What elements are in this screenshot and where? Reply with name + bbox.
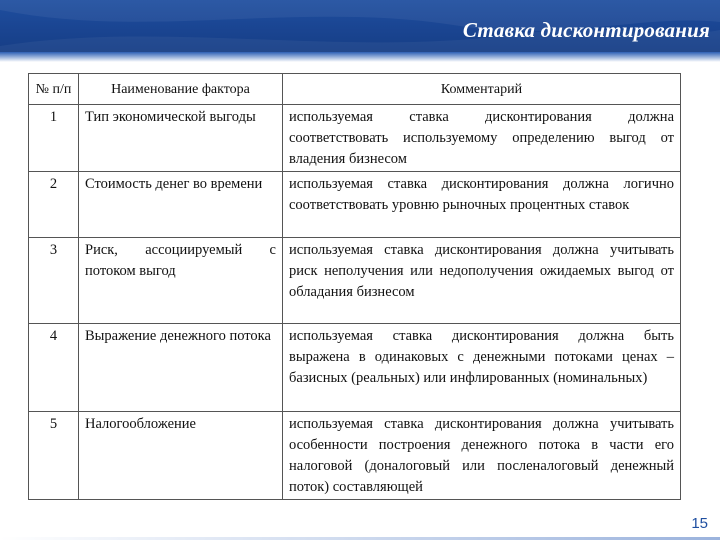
factor-name: Стоимость денег во времени (79, 172, 283, 238)
factor-comment: используемая ставка дисконтирования должна логично соответствовать уровню рыночных процентных ставок (283, 172, 681, 238)
factor-name: Тип экономической выгоды (79, 105, 283, 172)
row-number: 5 (29, 412, 79, 500)
factor-comment: используемая ставка дисконтирования должна учитывать особенности построения денежного потока в части его налоговой (доналоговый или посленалоговый денежный поток) составляющей (283, 412, 681, 500)
table-row (29, 324, 681, 412)
factor-comment: используемая ставка дисконтирования должна соответствовать используемому определению выгод от владения бизнесом (283, 105, 681, 172)
column-header-factor: Наименование фактора (79, 74, 283, 105)
factor-name: Выражение денежного потока (79, 324, 283, 412)
row-number: 3 (29, 238, 79, 324)
row-number: 1 (29, 105, 79, 172)
row-number: 4 (29, 324, 79, 412)
factors-table (28, 73, 681, 500)
table-row (29, 105, 681, 172)
slide-title: Ставка дисконтирования (462, 18, 710, 42)
header-banner (0, 0, 720, 62)
factor-name: Налогообложение (79, 412, 283, 500)
column-header-number: № п/п (29, 74, 79, 105)
banner-fade (0, 52, 720, 62)
factor-comment: используемая ставка дисконтирования должна учитывать риск неполучения или недополучения ожидаемых выгод от обладания бизнесом (283, 238, 681, 324)
table-row (29, 172, 681, 238)
table-row (29, 238, 681, 324)
table-header-row (29, 74, 681, 105)
page-number: 15 (691, 515, 708, 532)
row-number: 2 (29, 172, 79, 238)
table-row (29, 412, 681, 500)
factor-name: Риск, ассоциируемый с потоком выгод (79, 238, 283, 324)
factor-comment: используемая ставка дисконтирования должна быть выражена в одинаковых с денежными потоками ценах – базисных (реальных) или инфлированных (номинальных) (283, 324, 681, 412)
column-header-comment: Комментарий (283, 74, 681, 105)
